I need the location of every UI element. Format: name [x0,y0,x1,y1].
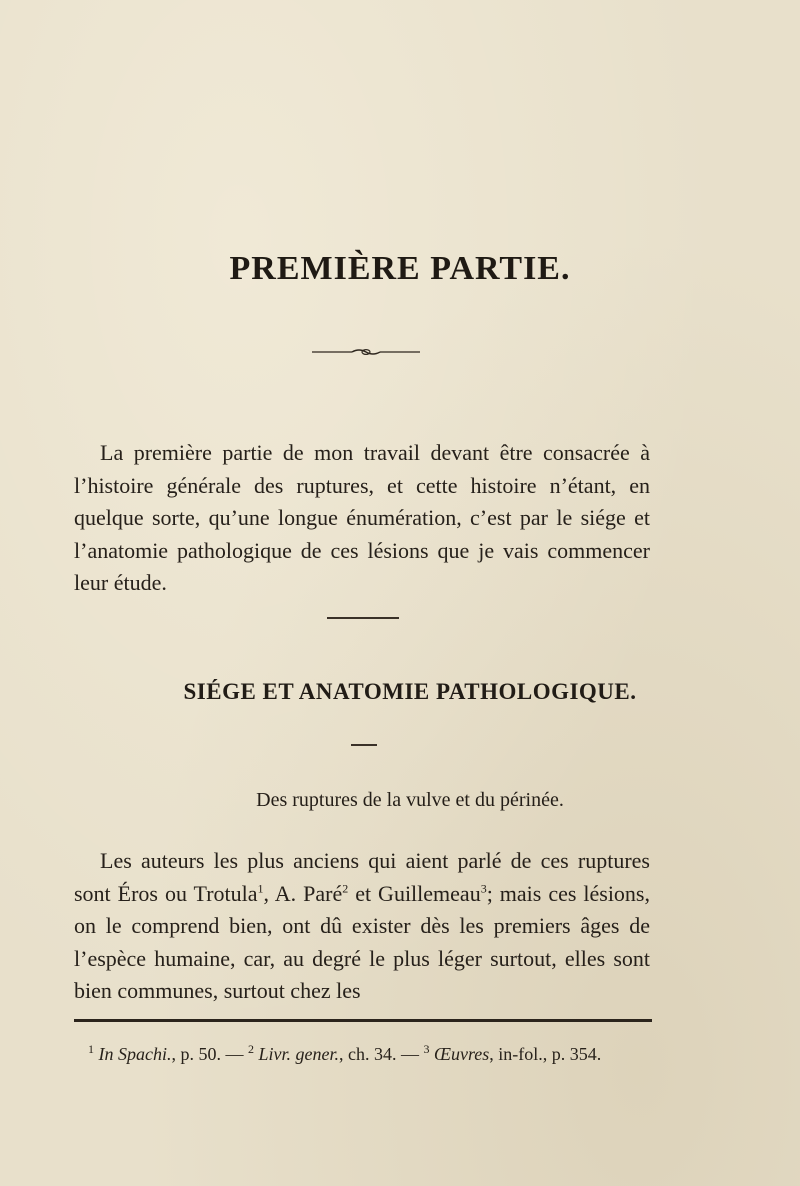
footnote-2-text: , ch. 34. — [338,1044,419,1064]
ornament-divider [312,345,420,359]
footnote-ref-2: 2 [342,881,349,896]
body-paragraph [74,845,650,1008]
footnote-number-3: 3 [423,1042,430,1056]
footnotes [74,1041,652,1067]
footnote-separator [74,1019,652,1022]
intro-paragraph: La première partie de mon travail devant être consacrée à l’histoire générale des ruptures, et cette histoire n’étant, en quelque sorte, qu’une longue énumération, c’est par le siége et l’anatomie pathologique de ces lésions que je vais commencer leur étude. [74,440,650,595]
section-divider [327,617,399,619]
section-title: SIÉGE ET ANATOMIE PATHOLOGIQUE. [183,679,637,704]
body-text-4: ; mais ces lésions, on le comprend bien, ont dû exister dès les premiers âges de l’espèce humaine, car, au degré le plus léger surtout, elles sont bien communes, surtout chez les [74,880,650,1003]
footnote-2-title: Livr. gener. [258,1044,339,1064]
footnote-ref-1: 1 [257,881,264,896]
footnote-1-text: , p. 50. — [171,1044,244,1064]
part-title: PREMIÈRE PARTIE. [229,250,571,287]
footnote-ref-3: 3 [480,881,487,896]
footnote-number-1: 1 [88,1042,94,1056]
body-text-1: Les auteurs les plus anciens qui aient parlé de ces ruptures sont Éros ou Trotula [74,848,650,906]
footnote-3-text: , in-fol., p. 354. [489,1044,602,1064]
footnote-3-title: Œuvres [433,1044,490,1064]
short-divider [351,744,377,746]
footnote-number-2: 2 [247,1042,254,1056]
footnote-1-title: In Spachi. [98,1044,172,1064]
body-text-2: , A. Paré [263,880,343,906]
body-text-3: et Guillemeau [348,880,481,906]
subsection-title: Des ruptures de la vulve et du périnée. [256,789,564,811]
